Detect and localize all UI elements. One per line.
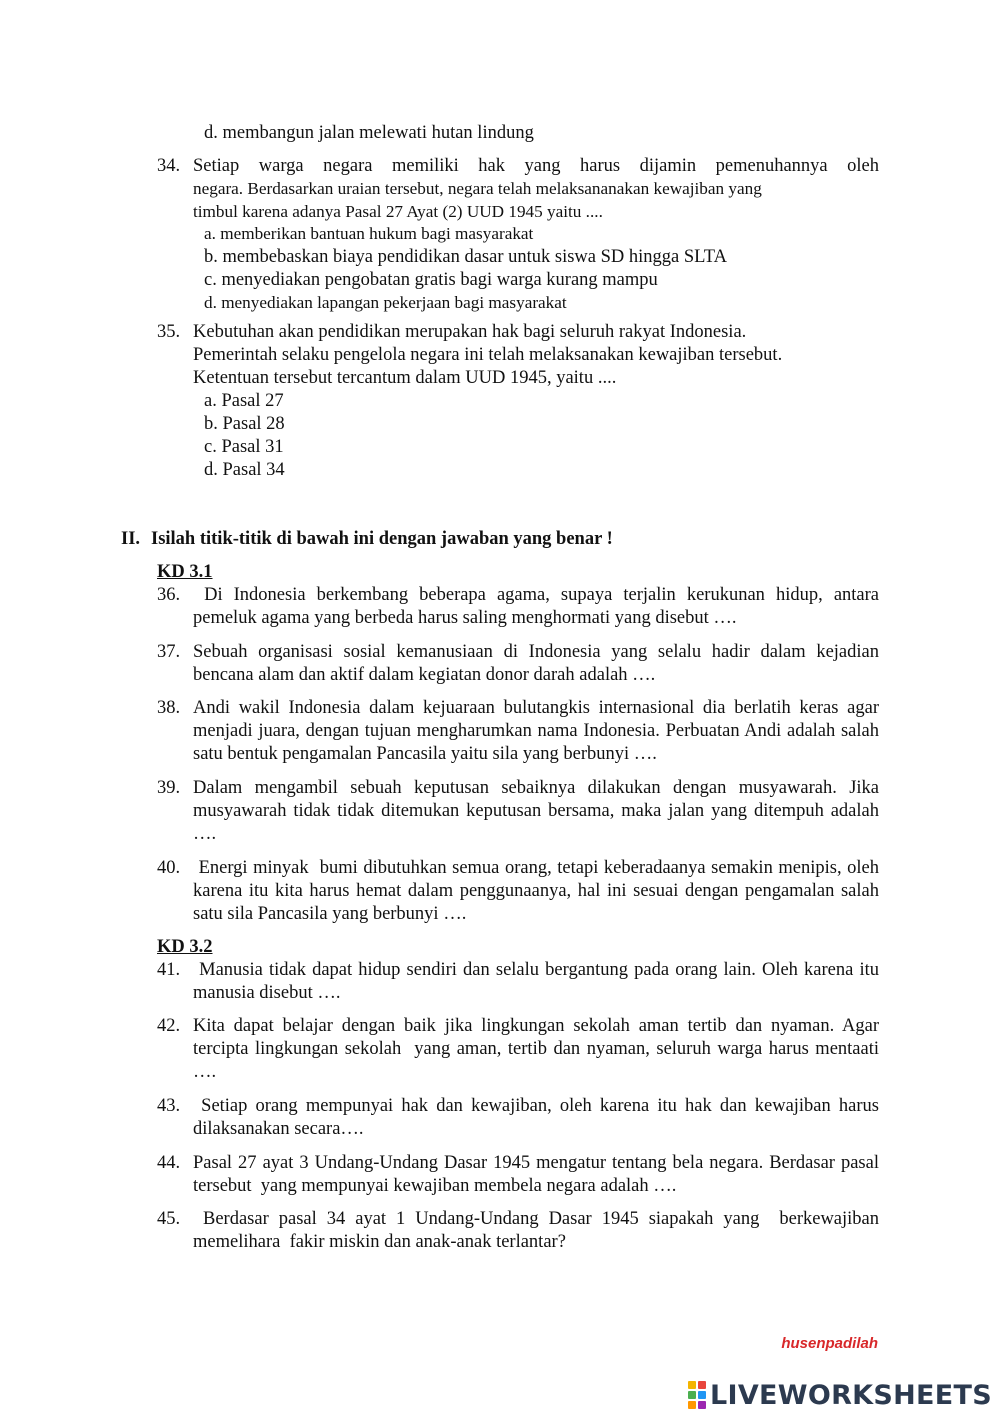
option-c[interactable]: c. Pasal 31 bbox=[204, 437, 284, 457]
question-41 bbox=[157, 959, 884, 1005]
question-36 bbox=[157, 584, 884, 630]
prev-option-d: d. membangun jalan melewati hutan lindung bbox=[204, 123, 534, 143]
logo-tile bbox=[698, 1401, 706, 1409]
question-number: 42. bbox=[157, 1016, 181, 1036]
option-d[interactable]: d. Pasal 34 bbox=[204, 460, 285, 480]
question-text: Kita dapat belajar dengan baik jika lingkungan sekolah aman tertib dan nyaman. Agar tercipta lingkungan sekolah yang aman, tertib dan nyaman, seluruh warga harus mentaati …. bbox=[193, 1016, 884, 1082]
question-number: 44. bbox=[157, 1153, 181, 1173]
question-text: Setiap orang mempunyai hak dan kewajiban, oleh karena itu hak dan kewajiban harus dilaksanakan secara…. bbox=[193, 1096, 884, 1139]
section-title: Isilah titik-titik di bawah ini dengan jawaban yang benar ! bbox=[151, 529, 613, 549]
question-42 bbox=[157, 1015, 884, 1084]
question-line: timbul karena adanya Pasal 27 Ayat (2) UUD 1945 yaitu .... bbox=[193, 201, 603, 221]
logo-tile bbox=[698, 1381, 706, 1389]
option-b[interactable]: b. membebaskan biaya pendidikan dasar untuk siswa SD hingga SLTA bbox=[204, 246, 727, 267]
question-text: Berdasar pasal 34 ayat 1 Undang-Undang Dasar 1945 siapakah yang berkewajiban memelihara fakir miskin dan anak-anak terlantar? bbox=[193, 1209, 884, 1252]
kd-3-1-label: KD 3.1 bbox=[157, 562, 213, 582]
logo-tile bbox=[688, 1391, 696, 1399]
question-number: 39. bbox=[157, 778, 181, 798]
logo-tile bbox=[688, 1381, 696, 1389]
question-43 bbox=[157, 1095, 884, 1141]
question-line: Pemerintah selaku pengelola negara ini telah melaksanakan kewajiban tersebut. bbox=[193, 345, 783, 365]
question-number: 38. bbox=[157, 698, 181, 718]
question-number: 40. bbox=[157, 858, 181, 878]
brand-name: LIVEWORKSHEETS bbox=[709, 1379, 992, 1411]
question-44 bbox=[157, 1152, 884, 1198]
question-number: 35. bbox=[157, 322, 181, 342]
question-34 bbox=[157, 155, 879, 314]
question-line: negara. Berdasarkan uraian tersebut, negara telah melaksananakan kewajiban yang bbox=[193, 179, 762, 198]
question-35 bbox=[157, 321, 879, 482]
question-line: Setiap warga negara memiliki hak yang harus dijamin pemenuhannya oleh bbox=[193, 156, 879, 176]
question-number: 37. bbox=[157, 642, 181, 662]
question-text: Manusia tidak dapat hidup sendiri dan selalu bergantung pada orang lain. Oleh karena itu manusia disebut …. bbox=[193, 960, 884, 1003]
question-number: 41. bbox=[157, 960, 181, 980]
author-watermark: husenpadilah bbox=[781, 1335, 878, 1352]
question-line: Kebutuhan akan pendidikan merupakan hak bagi seluruh rakyat Indonesia. bbox=[193, 322, 747, 342]
section-number: II. bbox=[121, 529, 141, 549]
question-line: Ketentuan tersebut tercantum dalam UUD 1945, yaitu .... bbox=[193, 368, 617, 388]
section-heading bbox=[121, 528, 613, 551]
question-text: Pasal 27 ayat 3 Undang-Undang Dasar 1945 mengatur tentang bela negara. Berdasar pasal tersebut yang mempunyai kewajiban membela negara adalah …. bbox=[193, 1153, 884, 1196]
question-number: 43. bbox=[157, 1096, 181, 1116]
question-40 bbox=[157, 857, 884, 926]
kd-3-2-label: KD 3.2 bbox=[157, 937, 213, 957]
question-45 bbox=[157, 1208, 884, 1254]
question-text: Andi wakil Indonesia dalam kejuaraan bulutangkis internasional dia berlatih keras agar menjadi juara, dengan tujuan mengharumkan nama Indonesia. Perbuatan Andi adalah salah satu bentuk pengamalan Pancasila yaitu sila yang berbunyi …. bbox=[193, 698, 879, 764]
question-number: 45. bbox=[157, 1209, 181, 1229]
liveworksheets-logo-icon bbox=[688, 1381, 706, 1409]
question-39 bbox=[157, 777, 879, 846]
question-text: Di Indonesia berkembang beberapa agama, supaya terjalin kerukunan hidup, antara pemeluk agama yang berbeda harus saling menghormati yang disebut …. bbox=[193, 585, 884, 628]
question-text: Energi minyak bumi dibutuhkan semua orang, tetapi keberadaanya semakin menipis, oleh karena itu kita harus hemat dalam penggunaanya, hal ini sesuai dengan pengamalan salah satu sila Pancasila yang berbunyi …. bbox=[193, 858, 884, 924]
logo-tile bbox=[688, 1401, 696, 1409]
liveworksheets-brand[interactable] bbox=[688, 1380, 992, 1410]
question-text: Sebuah organisasi sosial kemanusiaan di Indonesia yang selalu hadir dalam kejadian bencana alam dan aktif dalam kegiatan donor darah adalah …. bbox=[193, 642, 879, 685]
question-number: 34. bbox=[157, 156, 181, 176]
option-d[interactable]: d. menyediakan lapangan pekerjaan bagi masyarakat bbox=[204, 292, 567, 312]
question-text: Dalam mengambil sebuah keputusan sebaiknya dilakukan dengan musyawarah. Jika musyawarah tidak tidak ditemukan keputusan bersama, maka jalan yang ditempuh adalah …. bbox=[193, 778, 879, 844]
logo-tile bbox=[698, 1391, 706, 1399]
option-a[interactable]: a. memberikan bantuan hukum bagi masyarakat bbox=[204, 224, 534, 243]
option-a[interactable]: a. Pasal 27 bbox=[204, 391, 284, 411]
option-c[interactable]: c. menyediakan pengobatan gratis bagi warga kurang mampu bbox=[204, 269, 658, 290]
option-b[interactable]: b. Pasal 28 bbox=[204, 414, 285, 434]
question-number: 36. bbox=[157, 585, 181, 605]
question-37 bbox=[157, 641, 879, 687]
question-38 bbox=[157, 697, 879, 766]
